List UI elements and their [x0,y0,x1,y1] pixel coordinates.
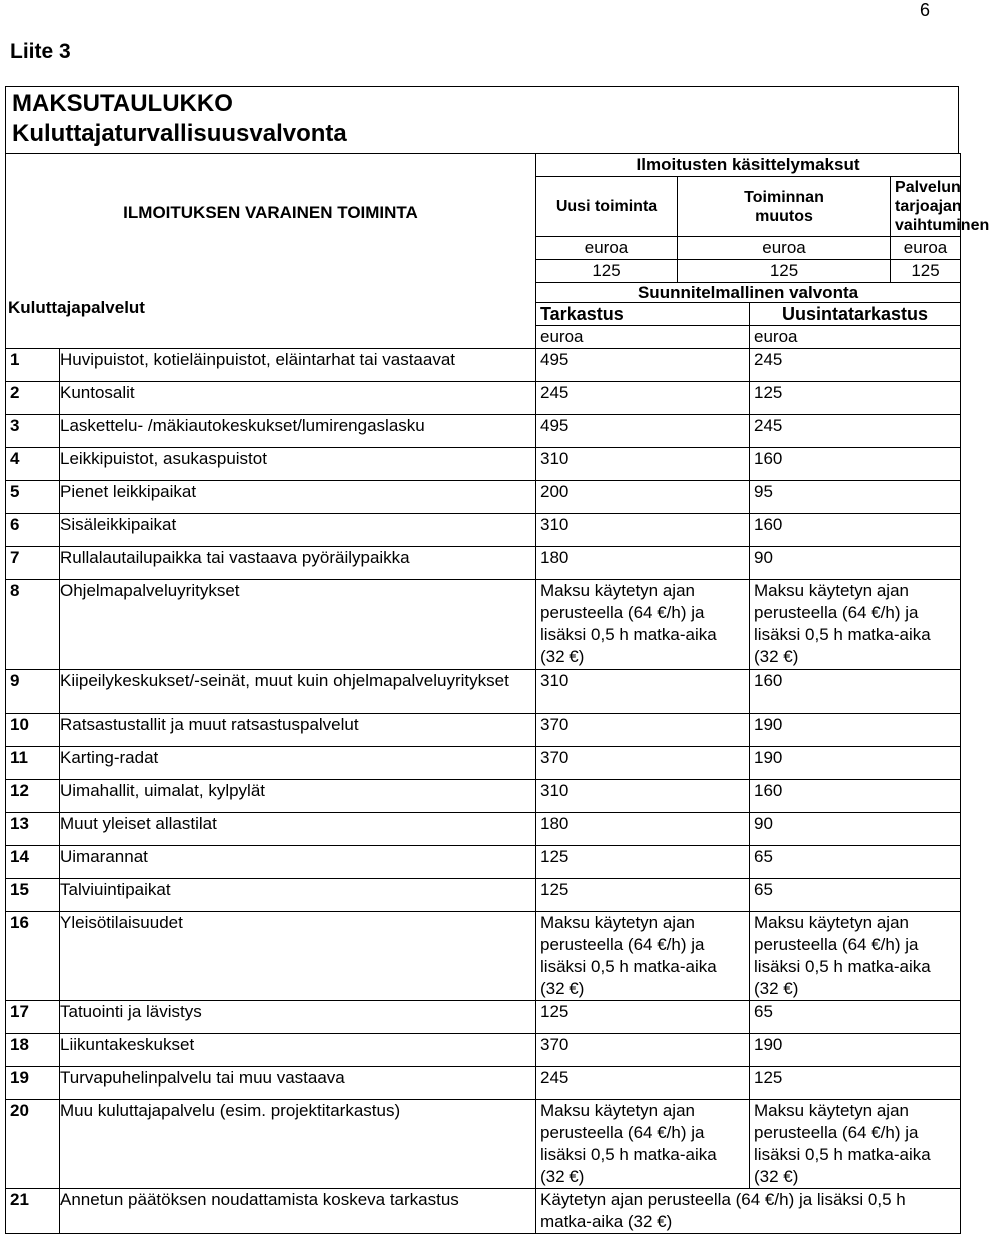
row-inspection-fee: Maksu käytetyn ajan perusteella (64 €/h) ja lisäksi 0,5 h matka-aika (32 €) [536,1100,750,1189]
title-box [5,86,959,154]
row-name: Tatuointi ja lävistys [60,1001,536,1034]
provider-line2: tarjoajan [895,198,962,215]
row-name: Annetun päätöksen noudattamista koskeva tarkastus [60,1189,536,1234]
row-reinspection-fee: 65 [750,846,961,879]
row-name: Muu kuluttajapalvelu (esim. projektitarkastus) [60,1100,536,1189]
row-inspection-fee: 245 [536,382,750,415]
row-number: 9 [6,670,60,714]
table-row [6,747,961,780]
row-name: Kuntosalit [60,382,536,415]
row-number: 7 [6,547,60,580]
fee-provider: 125 [891,260,961,283]
row-name: Huvipuistot, kotieläinpuistot, eläintarhat tai vastaavat [60,349,536,382]
row-name: Talviuintipaikat [60,879,536,912]
row-name: Rullalautailupaikka tai vastaava pyöräilypaikka [60,547,536,580]
table-row [6,912,961,1001]
table-row [6,547,961,580]
table-row [6,670,961,714]
row-name: Uimahallit, uimalat, kylpylät [60,780,536,813]
row-inspection-fee: 370 [536,1034,750,1067]
row-inspection-fee: 310 [536,514,750,547]
row-number: 16 [6,912,60,1001]
row-inspection-fee: 180 [536,813,750,846]
table-row [6,580,961,670]
row-reinspection-fee: 160 [750,514,961,547]
fee-new: 125 [536,260,678,283]
row-number: 19 [6,1067,60,1100]
row-number: 3 [6,415,60,448]
unit-inspection: euroa [536,326,750,349]
row-number: 13 [6,813,60,846]
table-row [6,415,961,448]
header-left-title [6,154,536,283]
appendix-label: Liite 3 [10,40,71,63]
row-reinspection-fee: 160 [750,670,961,714]
row-merged-fee: Käytetyn ajan perusteella (64 €/h) ja lisäksi 0,5 h matka-aika (32 €) [536,1189,961,1234]
row-reinspection-fee: 125 [750,382,961,415]
row-name: Laskettelu- /mäkiautokeskukset/lumirengaslasku [60,415,536,448]
row-number: 17 [6,1001,60,1034]
row-name: Sisäleikkipaikat [60,514,536,547]
row-number: 15 [6,879,60,912]
row-number: 14 [6,846,60,879]
row-name: Karting-radat [60,747,536,780]
table-row [6,846,961,879]
row-name: Pienet leikkipaikat [60,481,536,514]
left-title-text: ILMOITUKSEN VARAINEN TOIMINTA [123,203,418,222]
table-row [6,1189,961,1234]
row-number: 18 [6,1034,60,1067]
unit-new: euroa [536,237,678,260]
planned-supervision-header: Suunnitelmallinen valvonta [536,283,961,303]
row-number: 2 [6,382,60,415]
row-name: Uimarannat [60,846,536,879]
row-number: 20 [6,1100,60,1189]
table-row [6,714,961,747]
unit-reinspection: euroa [750,326,961,349]
page-number: 6 [919,0,930,20]
inspection-header: Tarkastus [536,303,750,326]
row-name: Yleisötilaisuudet [60,912,536,1001]
row-name: Ratsastustallit ja muut ratsastuspalvelut [60,714,536,747]
consumer-services-label [6,283,536,349]
row-reinspection-fee: Maksu käytetyn ajan perusteella (64 €/h) ja lisäksi 0,5 h matka-aika (32 €) [750,580,961,670]
row-number: 1 [6,349,60,382]
row-inspection-fee: 310 [536,780,750,813]
row-reinspection-fee: 190 [750,1034,961,1067]
table-row [6,382,961,415]
table-row [6,448,961,481]
table-row [6,1034,961,1067]
row-inspection-fee: 310 [536,670,750,714]
row-number: 10 [6,714,60,747]
row-inspection-fee: 125 [536,846,750,879]
row-reinspection-fee: Maksu käytetyn ajan perusteella (64 €/h) ja lisäksi 0,5 h matka-aika (32 €) [750,912,961,1001]
table-row [6,780,961,813]
row-name: Liikuntakeskukset [60,1034,536,1067]
change-line2: muutos [755,207,813,225]
table-row [6,514,961,547]
row-name: Muut yleiset allastilat [60,813,536,846]
row-reinspection-fee: 90 [750,813,961,846]
table-row [6,1001,961,1034]
unit-provider: euroa [891,237,961,260]
table-row [6,879,961,912]
provider-line3: vaihtuminen [895,217,989,234]
row-reinspection-fee: 190 [750,714,961,747]
row-reinspection-fee: Maksu käytetyn ajan perusteella (64 €/h) ja lisäksi 0,5 h matka-aika (32 €) [750,1100,961,1189]
row-inspection-fee: 495 [536,349,750,382]
row-inspection-fee: 245 [536,1067,750,1100]
change-header [678,177,891,237]
row-reinspection-fee: 245 [750,415,961,448]
page-title: MAKSUTAULUKKO [12,90,233,117]
change-line1: Toiminnan [744,188,824,206]
notification-fees-header: Ilmoitusten käsittelymaksut [536,154,961,177]
row-inspection-fee: 370 [536,747,750,780]
table-row [6,349,961,382]
provider-change-header [891,177,989,237]
row-name: Turvapuhelinpalvelu tai muu vastaava [60,1067,536,1100]
row-inspection-fee: 125 [536,1001,750,1034]
row-number: 8 [6,580,60,670]
row-number: 6 [6,514,60,547]
row-inspection-fee: Maksu käytetyn ajan perusteella (64 €/h) ja lisäksi 0,5 h matka-aika (32 €) [536,580,750,670]
table-row [6,813,961,846]
row-name: Leikkipuistot, asukaspuistot [60,448,536,481]
row-inspection-fee: 180 [536,547,750,580]
row-inspection-fee: 125 [536,879,750,912]
row-inspection-fee: 495 [536,415,750,448]
row-reinspection-fee: 65 [750,879,961,912]
reinspection-header: Uusintatarkastus [750,303,961,326]
row-reinspection-fee: 245 [750,349,961,382]
consumer-services-text: Kuluttajapalvelut [8,298,145,318]
row-reinspection-fee: 160 [750,780,961,813]
row-inspection-fee: Maksu käytetyn ajan perusteella (64 €/h) ja lisäksi 0,5 h matka-aika (32 €) [536,912,750,1001]
row-reinspection-fee: 160 [750,448,961,481]
row-reinspection-fee: 190 [750,747,961,780]
row-reinspection-fee: 95 [750,481,961,514]
row-reinspection-fee: 90 [750,547,961,580]
row-inspection-fee: 310 [536,448,750,481]
row-name: Kiipeilykeskukset/-seinät, muut kuin ohjelmapalveluyritykset [60,670,536,714]
table-row [6,1067,961,1100]
row-reinspection-fee: 125 [750,1067,961,1100]
row-inspection-fee: 370 [536,714,750,747]
unit-change: euroa [678,237,891,260]
row-number: 5 [6,481,60,514]
row-inspection-fee: 200 [536,481,750,514]
table-row [6,1100,961,1189]
new-activity-header: Uusi toiminta [536,177,678,237]
provider-line1: Palvelun [895,179,961,196]
row-number: 11 [6,747,60,780]
fee-change: 125 [678,260,891,283]
row-number: 12 [6,780,60,813]
page-subtitle: Kuluttajaturvallisuusvalvonta [12,120,347,147]
row-reinspection-fee: 65 [750,1001,961,1034]
fee-table [5,153,989,1234]
row-name: Ohjelmapalveluyritykset [60,580,536,670]
row-number: 4 [6,448,60,481]
table-row [6,481,961,514]
row-number: 21 [6,1189,60,1234]
